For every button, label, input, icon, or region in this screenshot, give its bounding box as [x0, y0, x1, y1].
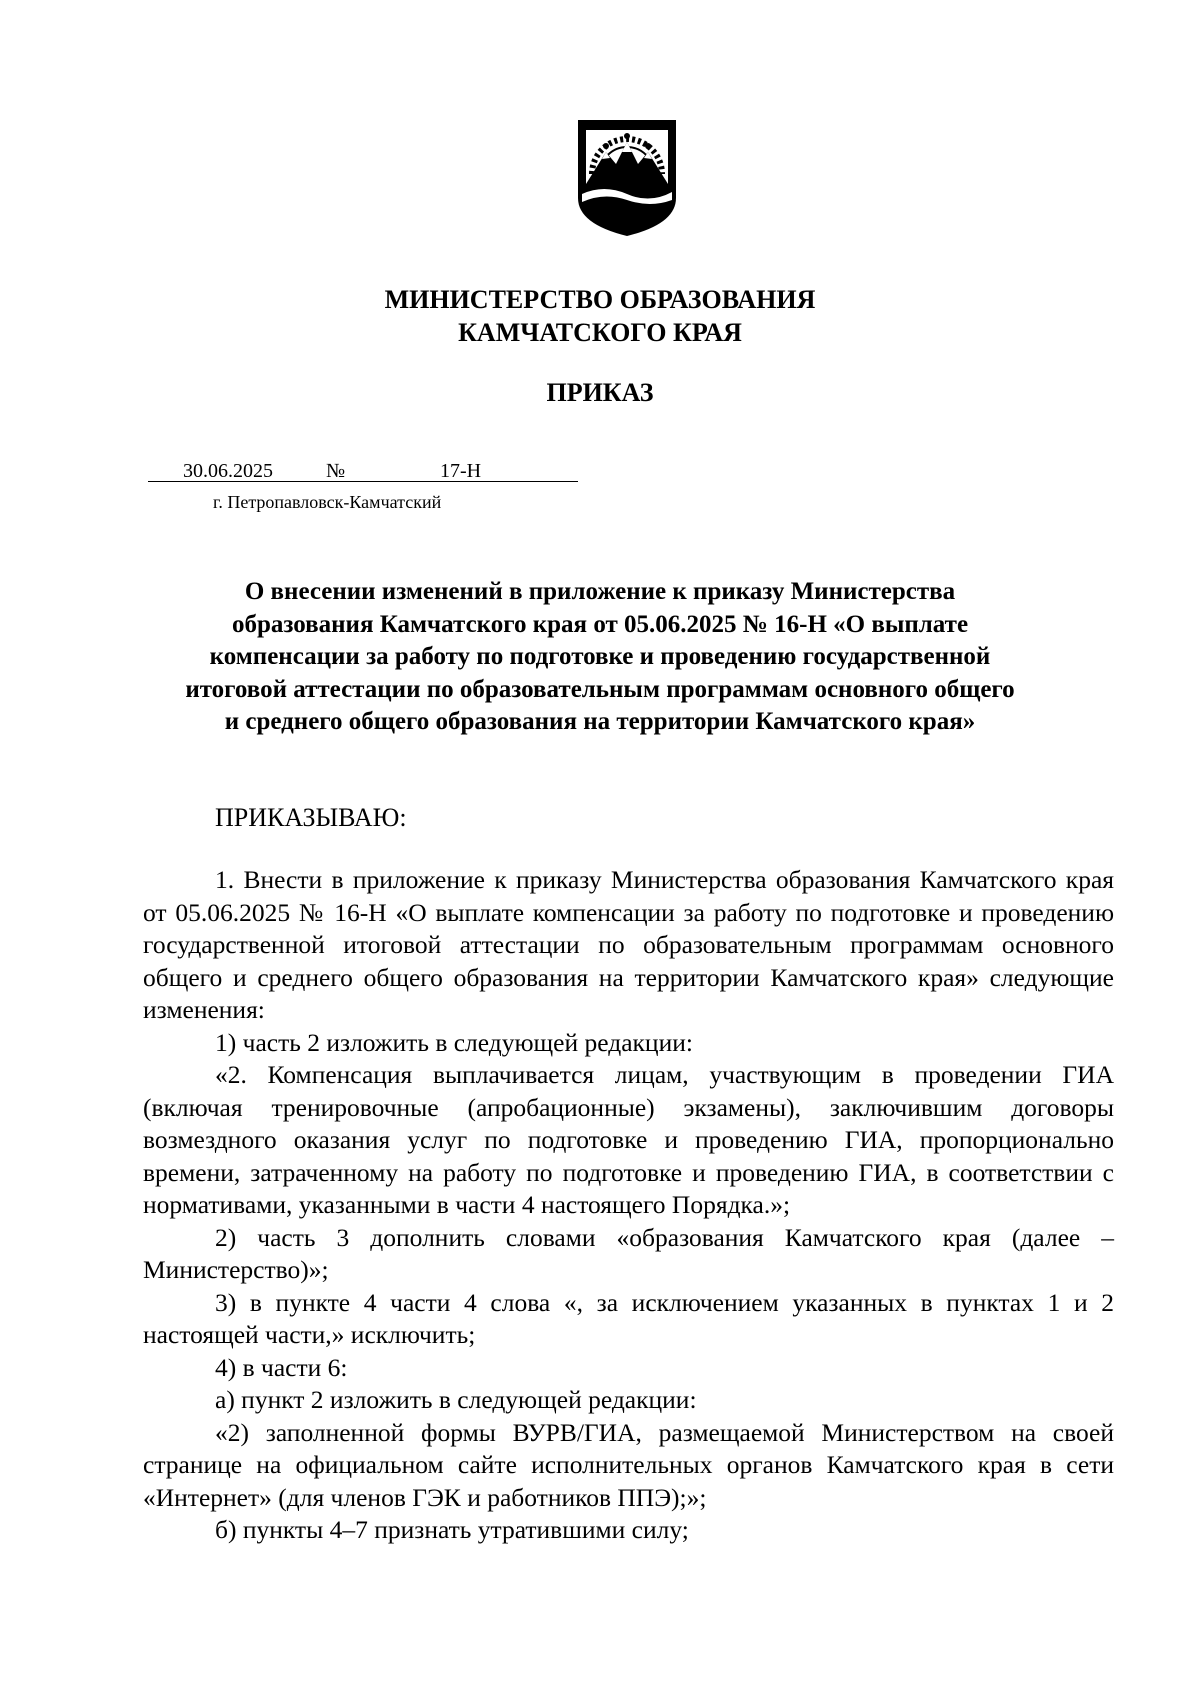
issue-city: г. Петропавловск-Камчатский — [213, 492, 442, 512]
ministry-name-line-2: КАМЧАТСКОГО КРАЯ — [458, 318, 742, 347]
order-heading: ПРИКАЗЫВАЮ: — [215, 803, 407, 832]
body-paragraph: 1) часть 2 изложить в следующей редакции: — [215, 1027, 693, 1057]
document-type: ПРИКАЗ — [546, 378, 654, 407]
body-paragraph: 4) в части 6: — [215, 1352, 348, 1382]
order-body — [143, 864, 1114, 1547]
registration-line — [148, 458, 578, 484]
ministry-name-line-1: МИНИСТЕРСТВО ОБРАЗОВАНИЯ — [384, 285, 816, 314]
body-paragraph: «2. Компенсация выплачивается лицам, участвующим в проведении ГИА (включая тренировочные (апробационные) экзамены), заключившим договоры возмездного оказания услуг по подготовке и проведению ГИА, пропорционально времени, затраченному на работу по подготовке и проведению ГИА, в соответствии с нормативами, указанными в части 4 настоящего Порядка.»; — [143, 1060, 1114, 1219]
order-title — [130, 576, 1070, 739]
order-title-line: и среднего общего образования на территории Камчатского края» — [224, 708, 976, 735]
order-title-line: компенсации за работу по подготовке и проведению государственной — [209, 643, 991, 670]
order-title-line: О внесении изменений в приложение к приказу Министерства — [244, 578, 956, 605]
order-title-line: образования Камчатского края от 05.06.2025 № 16-Н «О выплате — [231, 610, 969, 638]
order-title-line: итоговой аттестации по образовательным программам основного общего — [185, 675, 1015, 703]
body-paragraph: б) пункты 4–7 признать утратившими силу; — [215, 1515, 689, 1544]
number-sign: № — [326, 460, 346, 482]
ministry-name — [0, 283, 1200, 349]
body-paragraph: а) пункт 2 изложить в следующей редакции: — [215, 1385, 697, 1414]
kamchatka-coat-of-arms-icon — [572, 112, 682, 240]
body-paragraph: 2) часть 3 дополнить словами «образования Камчатского края (далее – Министерство)»; — [143, 1222, 1114, 1284]
order-number: 17-Н — [440, 460, 482, 482]
order-date: 30.06.2025 — [183, 460, 273, 482]
body-paragraph: 3) в пункте 4 части 4 слова «, за исключением указанных в пунктах 1 и 2 настоящей части,» исключить; — [143, 1287, 1114, 1349]
body-paragraph: 1. Внести в приложение к приказу Министерства образования Камчатского края от 05.06.2025 № 16-Н «О выплате компенсации за работу по подготовке и проведению государственной итоговой аттестации по образовательным программам основного общего и среднего общего образования на территории Камчатского края» следующие изменения: — [143, 865, 1114, 1024]
body-paragraph: «2) заполненной формы ВУРВ/ГИА, размещаемой Министерством на своей странице на официальном сайте исполнительных органов Камчатского края в сети «Интернет» (для членов ГЭК и работников ППЭ);»; — [143, 1417, 1114, 1512]
